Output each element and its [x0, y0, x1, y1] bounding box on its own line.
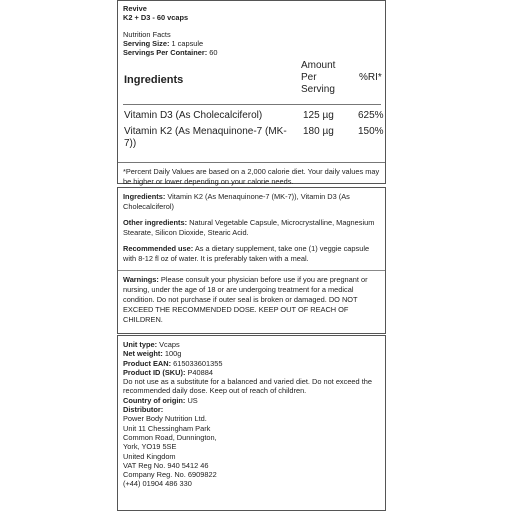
- ingredients-text: Vitamin K2 (As Menaquinone-7 (MK-7)), Vitamin D3 (As Cholecalciferol): [123, 192, 350, 211]
- country-of-origin: [123, 396, 381, 405]
- unit-type: [123, 340, 381, 349]
- nutrition-facts-panel: [117, 0, 386, 184]
- distributor-line: Company Reg. No. 6909822: [123, 470, 217, 480]
- recommended-use-text: As a dietary supplement, take one (1) veggie capsule with 8-12 fl oz of water. It is preferably taken with a meal.: [123, 244, 370, 263]
- other-ingredients-label: Other ingredients:: [123, 218, 188, 227]
- daily-values-footnote: *Percent Daily Values are based on a 2,000 calorie diet. Your daily values may be higher or lower depending on your calorie needs.: [123, 167, 380, 186]
- facts-title: Nutrition Facts: [123, 30, 171, 39]
- distributor-line: United Kingdom: [123, 451, 176, 461]
- product-info-panel: [117, 187, 386, 334]
- net-weight: [123, 349, 381, 358]
- ingredient-name: Vitamin K2 (As Menaquinone-7 (MK-7)): [124, 126, 287, 149]
- product-sku: [123, 368, 381, 377]
- unit-type-value: Vcaps: [157, 340, 180, 349]
- serving-size-value: 1 capsule: [171, 39, 204, 48]
- product-ean-value: 615033601355: [171, 358, 223, 368]
- ingredient-amount: 125 µg: [303, 110, 334, 121]
- warnings-text: Please consult your physician before use if you are pregnant or nursing, under the age of 18 or are undergoing treatment for a medical condition. Do not purchase if outer seal is broken or damaged. DO NOT EXCEED THE RECOMMENDED DOSE. KEEP OUT OF REACH OF CHILDREN.: [123, 275, 368, 324]
- product-ean-label: Product EAN:: [123, 358, 172, 368]
- recommended-use-paragraph: [123, 244, 381, 264]
- ingredient-ri: 625%: [358, 110, 384, 121]
- ri-heading: %RI*: [359, 72, 382, 83]
- serving-size: [123, 39, 381, 48]
- serving-size-label: Serving Size:: [123, 39, 170, 48]
- amount-heading: Amount Per Serving: [301, 60, 336, 95]
- product-name: K2 + D3 - 60 vcaps: [123, 13, 189, 22]
- info-divider: [118, 270, 385, 271]
- distributor-line: (+44) 01904 486 330: [123, 479, 192, 489]
- table-row: [123, 110, 384, 126]
- table-divider: [118, 162, 385, 163]
- servings-per-container-value: 60: [209, 48, 218, 57]
- product-details-panel: [117, 335, 386, 511]
- ingredients-paragraph: [123, 192, 381, 212]
- other-ingredients-paragraph: [123, 218, 381, 238]
- servings-per-container-label: Servings Per Container:: [123, 48, 208, 57]
- unit-type-label: Unit type:: [123, 340, 158, 349]
- product-sku-label: Product ID (SKU):: [123, 367, 186, 377]
- net-weight-value: 100g: [162, 349, 182, 359]
- ingredients-table-header: [123, 60, 381, 105]
- country-of-origin-value: US: [185, 395, 198, 405]
- distributor-line: Unit 11 Chessingham Park: [123, 423, 211, 433]
- distributor-label: Distributor:: [123, 405, 164, 415]
- country-of-origin-label: Country of origin:: [123, 395, 186, 405]
- warnings-paragraph: [123, 275, 381, 325]
- ingredients-heading: Ingredients: [124, 74, 184, 86]
- recommended-use-label: Recommended use:: [123, 244, 194, 253]
- net-weight-label: Net weight:: [123, 349, 163, 359]
- distributor-line: VAT Reg No. 940 5412 46: [123, 460, 209, 470]
- distributor-line: Common Road, Dunnington,: [123, 432, 217, 442]
- distributor-line: York, YO19 5SE: [123, 442, 177, 452]
- ingredients-label: Ingredients:: [123, 192, 166, 201]
- product-ean: [123, 359, 381, 368]
- brand-name: Revive: [123, 4, 147, 13]
- product-sku-value: P40884: [185, 367, 213, 377]
- table-row: [123, 126, 384, 156]
- ingredient-ri: 150%: [358, 126, 384, 137]
- distributor-line: Power Body Nutrition Ltd.: [123, 414, 207, 424]
- disclaimer: Do not use as a substitute for a balanced and varied diet. Do not exceed the recommended daily dose. Keep out of reach of children.: [123, 377, 372, 396]
- other-ingredients-text: Natural Vegetable Capsule, Microcrystalline, Magnesium Stearate, Silicon Dioxide, Stearic Acid.: [123, 218, 375, 237]
- ingredient-amount: 180 µg: [303, 126, 334, 137]
- warnings-label: Warnings:: [123, 275, 159, 284]
- ingredient-name: Vitamin D3 (As Cholecalciferol): [124, 110, 263, 121]
- servings-per-container: [123, 48, 381, 57]
